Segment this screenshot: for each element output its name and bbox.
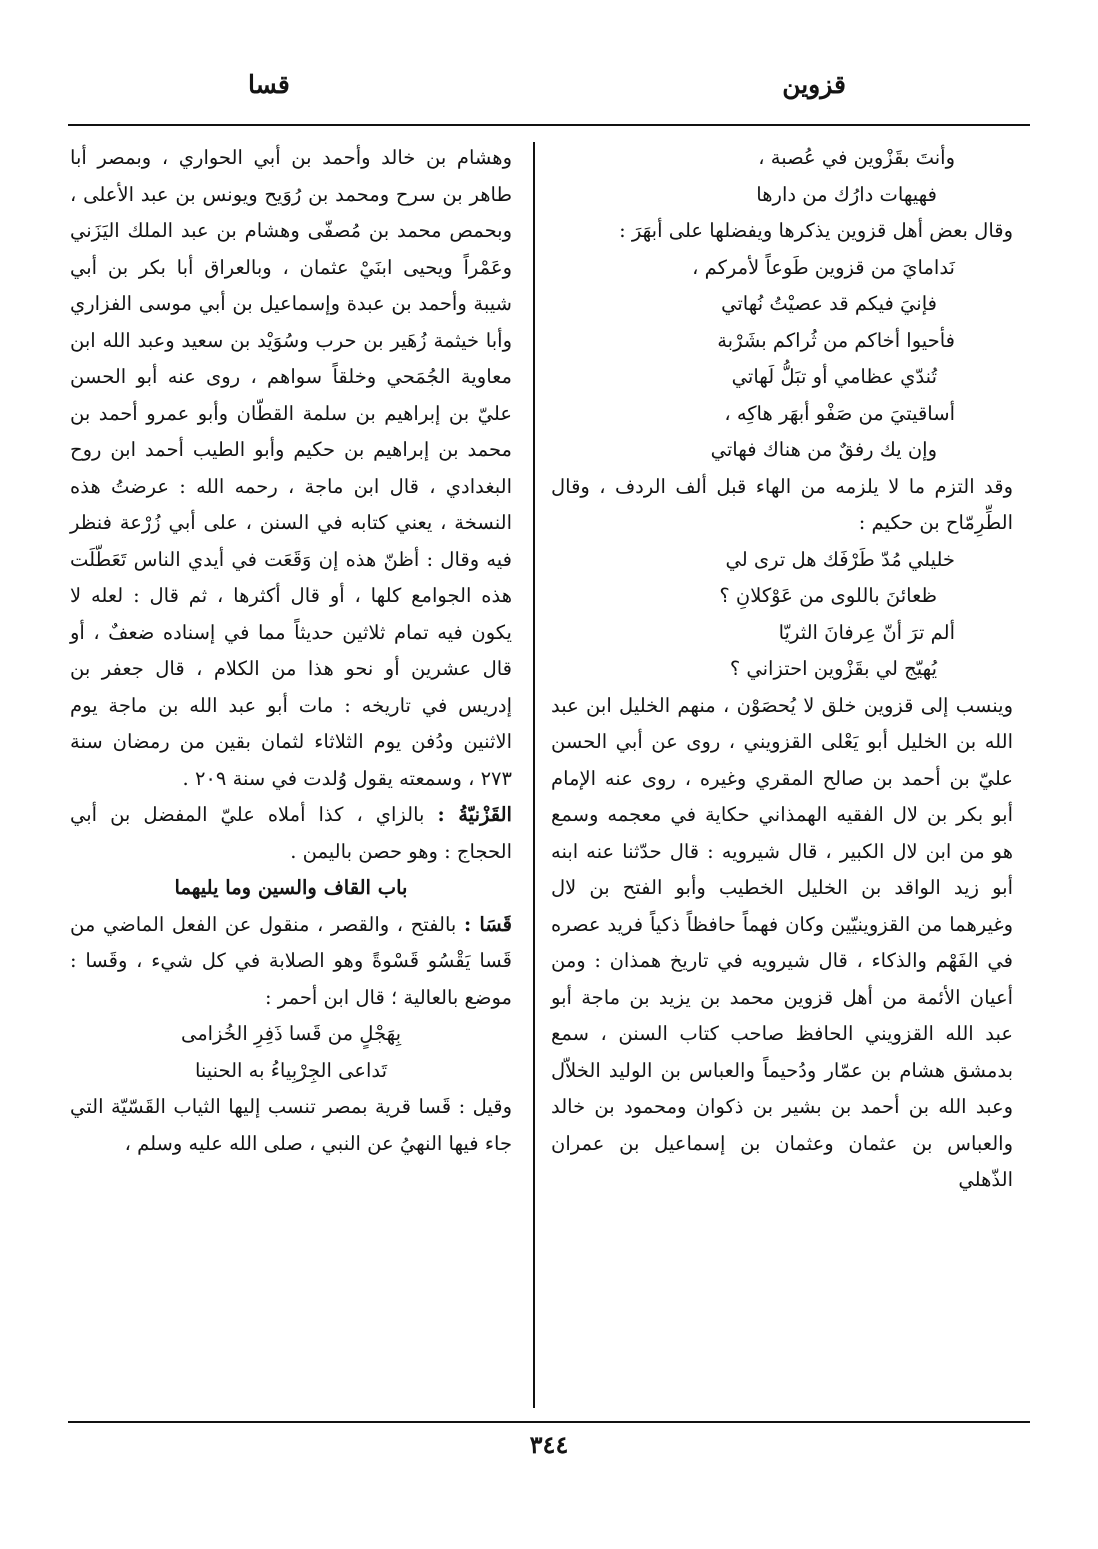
right-column <box>551 140 1013 1199</box>
verse-line: يُهيّج لي بقَزْوين احتزاني ؟ <box>729 657 937 680</box>
entry-text: بالفتح ، والقصر ، منقول عن الفعل الماضي من قَسا يَقْسُو قَسْوةً وهو الصلابة في كل شيء ، وقَسا : موضع بالعالية ؛ قال ابن أحمر : <box>70 912 512 1009</box>
verse-intro <box>551 140 955 213</box>
running-header-left: قسا <box>248 70 290 99</box>
entry-qasa <box>70 907 512 1017</box>
paragraph: وينسب إلى قزوين خلق لا يُحصَوْن ، منهم الخليل ابن عبد الله بن الخليل أبو يَعْلى القزويني ، روى عن أبي الحسن عليّ بن أحمد بن صالح المقري وغيره ، روى عنه الإمام أبو بكر بن لال الفقيه الهمذاني حكاية في معجمه وسمع هو من ابن لال الكبير ، قال شيرويه : قال حدّثنا عنه ابنه أبو زيد الواقد بن الخليل الخطيب وأبو الفتح بن لال وغيرهما من القزوينيّين وكان فهماً حافظاً ذكياً فريد عصره في الفَهْم والذكاء ، قال شيرويه في تاريخ همذان : ومن أعيان الأئمة من أهل قزوين محمد بن يزيد بن ماجة أبو عبد الله القزويني الحافظ صاحب كتاب السنن ، سمع بدمشق هشام بن عمّار ودُحيماً والعباس بن الوليد الخلاّل وعبد الله بن أحمد بن بشير بن ذكوان ومحمود بن خالد والعباس بن عثمان وعثمان بن إسماعيل بن عمران الذّهلي <box>551 693 1013 1191</box>
page-number: ٣٤٤ <box>529 1430 569 1459</box>
section-title: باب القاف والسين وما يليهما <box>174 876 408 899</box>
poem-tirimmah <box>551 542 955 688</box>
verse-line: بِهَجْلٍ من قَسا ذَفِرِ الخُزامى <box>180 1022 402 1045</box>
paragraph: وقيل : قَسا قرية بمصر تنسب إليها الثياب القَسّيّة التي جاء فيها النهيُ عن النبي ، صلى الله عليه وسلم ، <box>70 1095 512 1155</box>
verse-line: أساقيتيَ من صَفْو أبهَر هاكِه ، <box>724 401 955 425</box>
poem-ibn-ahmar <box>70 1016 512 1089</box>
verse-line: تَداعى الجِرْبِياءُ به الحنينا <box>194 1058 388 1082</box>
header-rule <box>68 124 1030 126</box>
paragraph: وقال بعض أهل قزوين يذكرها ويفضلها على أبهَرَ : <box>619 219 1013 242</box>
poem-abhar <box>551 250 955 469</box>
running-header-right: قزوين <box>782 70 846 99</box>
verse-line: ظعائنَ باللوى من عَوْكلانِ ؟ <box>719 584 937 607</box>
paragraph: وهشام بن خالد وأحمد بن أبي الحواري ، وبمصر أبا طاهر بن سرح ومحمد بن رُوَيح ويونس بن عبد الأعلى ، وبحمص محمد بن مُصفّى وهشام بن عبد الملك اليَزَني وعَمْراً ويحيى ابنَيْ عثمان ، وبالعراق أبا بكر بن أبي شيبة وأحمد بن عبدة وإسماعيل بن أبي موسى الفزاري وأبا خيثمة زُهَير بن حرب وسُوَيْد بن سعيد وعبد الله ابن معاوية الجُمَحي وخلقاً سواهم ، روى عنه أبو الحسن عليّ بن إبراهيم بن سلمة القطّان وأبو عمرو أحمد بن محمد بن إبراهيم بن حكيم وأبو الطيب أحمد ابن روح البغدادي ، قال ابن ماجة ، رحمه الله : عرضتُ هذه النسخة ، يعني كتابه في السنن ، على أبي زُرْعة فنظر فيه وقال : أظنّ هذه إن وَقَعَت في أيدي الناس تَعَطّلَت هذه الجوامع كلها ، أو قال أكثرها ، ثم قال : لعله لا يكون فيه تمام ثلاثين حديثاً مما في إسناده ضعفٌ ، أو قال عشرين أو نحو هذا من الكلام ، قال جعفر بن إدريس في تاريخه : مات أبو عبد الله بن ماجة يوم الاثنين ودُفن يوم الثلاثاء لثمان بقين من رمضان سنة ٢٧٣ ، وسمعته يقول وُلدت في سنة ٢٠٩ . <box>70 146 512 790</box>
column-divider <box>533 142 535 1408</box>
verse-line: نَدامايَ من قزوين طَوعاً لأمركم ، <box>692 255 955 279</box>
verse-line: فهيهات دارُك من دارها <box>756 182 937 206</box>
entry-qazniyya <box>70 797 512 870</box>
verse-line: وإن يك رفقٌ من هناك فهاتي <box>710 438 937 461</box>
footer-rule <box>68 1421 1030 1423</box>
entry-headword: قَسَا : <box>463 912 513 936</box>
paragraph: وقد التزم ما لا يلزمه من الهاء قبل ألف الردف ، وقال الطِّرِمّاح بن حكيم : <box>551 474 1013 534</box>
verse-line: وأنتَ بقَزْوين في عُصبة ، <box>758 146 955 169</box>
verse-line: فأحيوا أخاكم من ثُراكم بشَرْبة <box>717 328 955 352</box>
entry-headword: القَزْنيّةُ : <box>437 803 512 826</box>
verse-line: تُندّي عظامي أو تبَلُّ لَهاتي <box>731 365 937 388</box>
verse-line: ألم ترَ أنّ عِرفانَ الثريّا <box>778 620 955 644</box>
verse-line: فإنيَ فيكم قد عصيْتُ نُهاتي <box>721 292 937 315</box>
entry-text: بالزاي ، كذا أملاه عليّ المفضل بن أبي الحجاج : وهو حصن باليمن . <box>70 803 512 863</box>
left-column <box>70 140 512 1162</box>
verse-line: خليلي مُدّ طَرْفَك هل ترى لي <box>725 547 955 571</box>
